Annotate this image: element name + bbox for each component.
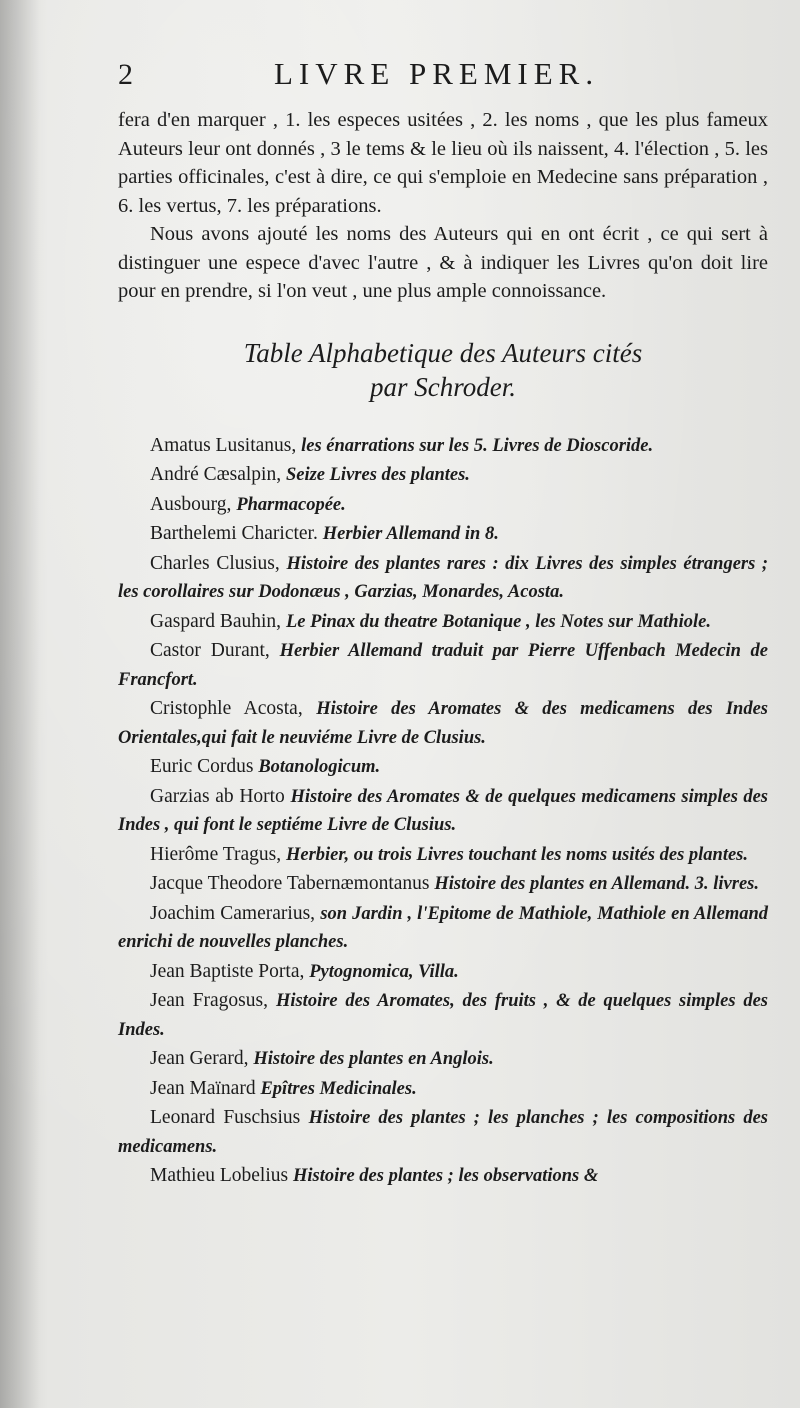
author-works: Histoire des Aromates & des medicamens des Indes Orientales,qui fait le neuviéme Livre de Clusius. <box>118 699 769 748</box>
author-name: Hierôme Tragus, <box>150 843 282 865</box>
author-name: Castor Durant, <box>150 640 270 661</box>
author-works: Histoire des plantes en Allemand. 3. livres. <box>434 874 759 894</box>
author-name: Jean Fragosus, <box>150 990 268 1011</box>
author-works: Herbier Allemand in 8. <box>322 524 499 544</box>
author-works: Histoire des plantes en Anglois. <box>253 1049 494 1069</box>
author-works: Pytognomica, Villa. <box>309 961 459 982</box>
author-entry <box>118 900 768 957</box>
author-entry <box>118 1075 768 1104</box>
author-entry <box>118 753 768 782</box>
author-name: Barthelemi Charicter. <box>150 523 318 544</box>
author-works: les énarrations sur les 5. Livres de Dioscoride. <box>301 435 654 456</box>
author-entry <box>118 987 768 1044</box>
author-name: Amatus Lusitanus, <box>150 434 297 456</box>
author-works: son Jardin , l'Epitome de Mathiole, Mathiole en Allemand enrichi de nouvelles planches. <box>118 903 769 952</box>
intro-paragraph-2: Nous avons ajouté les noms des Auteurs qui en ont écrit , ce qui sert à distinguer une espece d'avec l'autre , & à indiquer les Livres qu'on doit lire pour en prendre, si l'on veut , une plus ample connoissance. <box>118 223 768 302</box>
author-name: Mathieu Lobelius <box>150 1165 289 1186</box>
page-header <box>118 56 768 106</box>
author-entry <box>118 870 768 899</box>
author-entry <box>118 491 768 520</box>
author-works: Epîtres Medicinales. <box>260 1078 417 1099</box>
author-name: Leonard Fuschsius <box>150 1107 301 1128</box>
author-entry <box>118 695 768 752</box>
author-entry <box>118 958 768 987</box>
author-works: Histoire des plantes ; les planches ; les compositions des medicamens. <box>118 1108 768 1157</box>
author-entry <box>118 608 768 637</box>
author-entry <box>118 1162 768 1191</box>
author-works: Histoire des Aromates & de quelques medicamens simples des Indes , qui font le septiéme Livre de Clusius. <box>118 786 768 835</box>
author-name: Joachim Camerarius, <box>150 902 316 924</box>
author-name: Charles Clusius, <box>150 552 280 574</box>
intro-text <box>118 106 768 306</box>
author-entry <box>118 783 768 840</box>
author-works: Histoire des plantes ; les observations & <box>292 1166 599 1186</box>
author-name: Gaspard Bauhin, <box>150 610 282 632</box>
author-name: Ausbourg, <box>150 493 232 515</box>
author-works: Botanologicum. <box>258 757 381 777</box>
author-entry <box>118 1045 768 1074</box>
author-name: Cristophle Acosta, <box>150 698 303 719</box>
author-works: Seize Livres des plantes. <box>285 465 470 485</box>
author-entry <box>118 841 768 870</box>
author-works: Herbier, ou trois Livres touchant les noms usités des plantes. <box>285 844 749 865</box>
author-entry <box>118 1104 768 1161</box>
author-name: Jean Gerard, <box>150 1048 249 1069</box>
author-list <box>118 432 768 1191</box>
author-entry <box>118 520 768 549</box>
author-works: Pharmacopée. <box>236 494 346 515</box>
author-name: André Cæsalpin, <box>150 464 282 485</box>
author-entry <box>118 550 768 607</box>
author-entry <box>118 461 768 490</box>
author-name: Euric Cordus <box>150 756 254 777</box>
table-title <box>118 336 768 404</box>
author-name: Jacque Theodore Tabernæmontanus <box>150 873 430 894</box>
author-works: Histoire des plantes rares : dix Livres des simples étrangers ; les corollaires sur Dodonæus , Garzias, Monardes, Acosta. <box>118 553 769 602</box>
author-name: Garzias ab Horto <box>150 785 285 807</box>
table-title-line-2: par Schroder. <box>370 371 516 402</box>
author-name: Jean Maïnard <box>150 1077 256 1099</box>
author-name: Jean Baptiste Porta, <box>150 960 305 982</box>
author-works: Le Pinax du theatre Botanique , les Notes sur Mathiole. <box>285 611 711 632</box>
author-entry <box>118 432 768 461</box>
author-works: Herbier Allemand traduit par Pierre Uffenbach Medecin de Francfort. <box>118 641 768 690</box>
running-head: LIVRE PREMIER. <box>274 56 600 91</box>
page-number: 2 <box>118 58 133 91</box>
table-title-line-1: Table Alphabetique des Auteurs cités <box>243 337 643 368</box>
intro-paragraph-1: fera d'en marquer , 1. les especes usitées , 2. les noms , que les plus fameux Auteurs leur ont donnés , 3 le tems & le lieu où ils naissent, 4. l'élection , 5. les parties officinales, c'est à dire, ce qui s'emploie en Medecine sans préparation , 6. les vertus, 7. les préparations. <box>118 109 768 217</box>
author-entry <box>118 637 768 694</box>
author-works: Histoire des Aromates, des fruits , & de quelques simples des Indes. <box>118 991 768 1040</box>
